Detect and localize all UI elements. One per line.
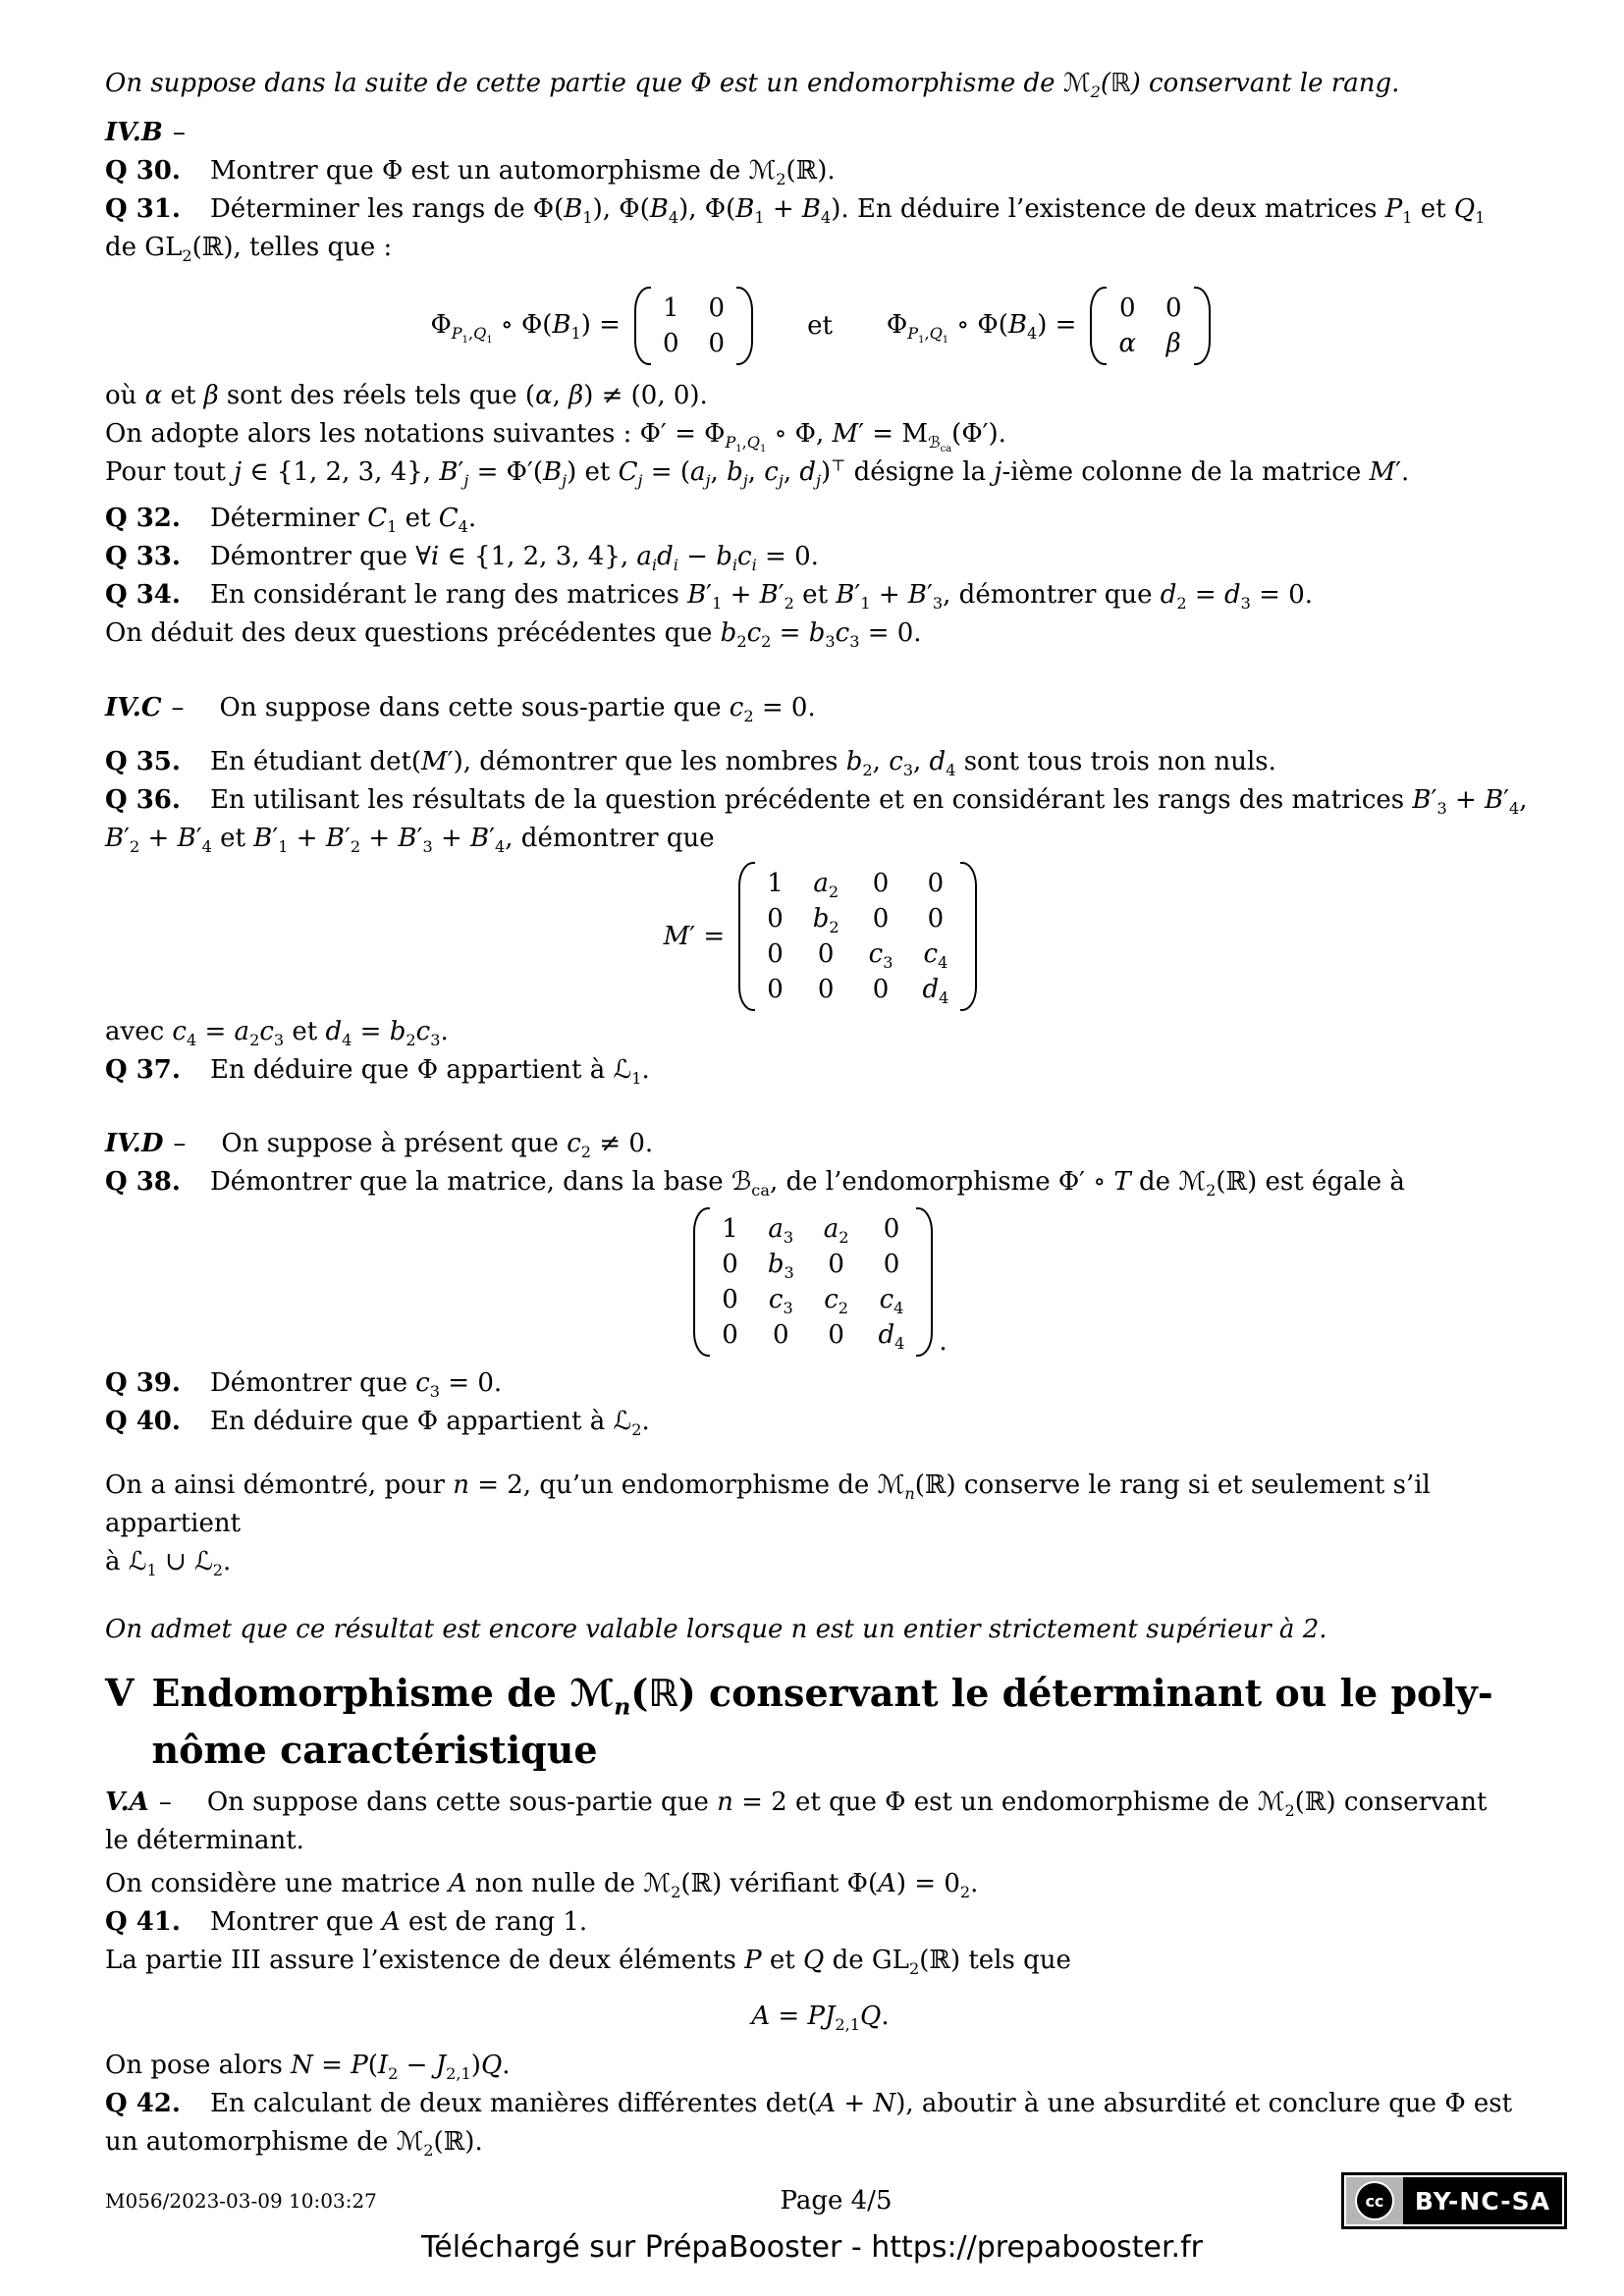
- matrix-paren-right: [736, 287, 753, 365]
- matrix-cell: 1: [722, 1214, 738, 1244]
- question-text: Montrer que A est de rang 1.: [209, 1907, 588, 1937]
- matrix-cell: $b_2$: [812, 904, 839, 937]
- question-33: [105, 538, 1536, 576]
- paragraph-admet: On admet que ce résultat est encore valable lorsque n est un entier strictement supérieur à 2.: [105, 1615, 1327, 1644]
- question-label: Q 36.: [105, 785, 181, 815]
- matrix-cell: 0: [872, 904, 890, 934]
- question-37: [105, 1051, 1536, 1090]
- cc-icon: [1346, 2177, 1403, 2224]
- matrix-paren-right: [960, 862, 977, 1011]
- question-label: Q 34.: [105, 580, 181, 610]
- matrix-cell: 0: [767, 939, 784, 969]
- matrix-cell: 1: [662, 294, 679, 323]
- question-label: Q 39.: [105, 1368, 181, 1398]
- subsection-dash: –: [172, 118, 186, 147]
- paragraph-alpha-beta: où α et β sont des réels tels que (α, β) ≠ (0, 0).: [105, 381, 708, 410]
- matrix-cell: 0: [767, 975, 784, 1004]
- question-text: Déterminer les rangs de $\Phi(B_1)$, $\Phi(B_4)$, $\Phi(B_1 + B_4)$. En déduire l’existence de deux matrices $P_1$ et $Q_1$ de $GL_2(ℝ)$, telles que :: [105, 194, 1486, 266]
- section-v-heading: [105, 1665, 1536, 1779]
- equation-phi-b1-b4: [105, 287, 1536, 365]
- subsection-label: IV.B: [105, 118, 163, 147]
- matrix-cell: 0: [708, 294, 726, 323]
- equation-lhs: $\Phi_{P_1,Q_1}$ ∘ $\Phi(B_4)$ =: [886, 310, 1077, 347]
- subsection-ivb: [105, 114, 1536, 152]
- equation-a-pjq: [105, 1996, 1536, 2037]
- document-id: M056/2023-03-09 10:03:27: [105, 2189, 377, 2213]
- matrix-cell: 0: [662, 329, 679, 358]
- matrix-paren-left: [1090, 287, 1107, 365]
- paragraph-notations: On adopte alors les notations suivantes : $\Phi' = \Phi_{P_1,Q_1}$ ∘ Φ, $M' = M_{ℬ_{ca}}(\Phi')$.: [105, 419, 1006, 455]
- equation-lhs: $\Phi_{P_1,Q_1}$ ∘ $\Phi(B_1)$ =: [430, 310, 621, 347]
- subsection-label: V.A: [105, 1788, 149, 1817]
- matrix-cell: 0: [828, 1250, 844, 1279]
- question-36: [105, 781, 1536, 858]
- matrix-cell: 0: [828, 1320, 844, 1350]
- matrix-cell: $a_2$: [813, 869, 839, 902]
- license-text: BY-NC-SA: [1414, 2186, 1550, 2216]
- matrix-cell: 0: [1165, 294, 1182, 323]
- question-label: Q 40.: [105, 1407, 181, 1436]
- section-title: Endomorphisme de ℳ$_n$(ℝ) conservant le déterminant ou le poly- nôme caractéristique: [151, 1671, 1493, 1772]
- matrix-cell: $c_4$: [879, 1285, 904, 1318]
- question-text: En calculant de deux manières différentes det(A + N), aboutir à une absurdité et conclure que Φ est un automorphisme de ℳ$_2$(ℝ).: [105, 2089, 1513, 2161]
- subsection-label: IV.C: [105, 693, 162, 722]
- subsection-dash: –: [158, 1788, 172, 1817]
- cc-logo-circle: cc: [1355, 2181, 1394, 2220]
- matrix-paren-right: [1194, 287, 1211, 365]
- question-label: Q 37.: [105, 1055, 181, 1085]
- paragraph-avec: avec $c_4 = a_2c_3$ et $d_4 = b_2c_3$.: [105, 1017, 449, 1050]
- matrix-cell: $c_2$: [824, 1285, 849, 1318]
- paragraph-pour-tout: Pour tout j ∈ {1, 2, 3, 4}, $B'_j = \Phi'(B_j)$ et $C_j = (a_j$, $b_j$, $c_j$, $d_j)^⊤$ désigne la j-ième colonne de la matrice M′.: [105, 455, 1410, 491]
- question-text: Démontrer que $c_3 = 0$.: [209, 1368, 503, 1402]
- matrix-cell: 0: [872, 975, 890, 1004]
- matrix-m-prime: [738, 862, 977, 1011]
- matrix-cell: 0: [883, 1214, 900, 1244]
- matrix-cell: $a_2$: [823, 1214, 849, 1248]
- page-footer: [105, 2165, 1567, 2236]
- paragraph-conclusion: On a ainsi démontré, pour n = 2, qu’un endomorphisme de ℳ$_n$(ℝ) conserve le rang si et seulement s’il appartient à ℒ$_1$ ∪ ℒ$_2$.: [105, 1470, 1431, 1580]
- question-label: Q 35.: [105, 747, 181, 776]
- question-text: Démontrer que la matrice, dans la base ℬ$_{ca}$, de l’endomorphisme Φ′ ∘ T de ℳ$_2$(ℝ) est égale à: [209, 1167, 1405, 1201]
- subsection-label: IV.D: [105, 1129, 164, 1158]
- matrix-paren-left: [634, 287, 651, 365]
- matrix-cell: 0: [817, 939, 835, 969]
- question-42: [105, 2085, 1536, 2162]
- license-badge: [1341, 2172, 1567, 2229]
- matrix-paren-right: [916, 1207, 933, 1357]
- matrix-cell: $c_4$: [923, 939, 948, 973]
- equation-body: $A = PJ_{2,1}Q$.: [751, 2002, 890, 2035]
- subsection-va: [105, 1784, 1536, 1860]
- question-32: [105, 500, 1536, 538]
- question-40: [105, 1403, 1536, 1441]
- equation-lhs: M′ =: [663, 922, 726, 951]
- question-text: En étudiant det(M′), démontrer que les nombres $b_2$, $c_3$, $d_4$ sont tous trois non nuls.: [209, 747, 1276, 780]
- subsection-text: On suppose dans cette sous-partie que n = 2 et que Φ est un endomorphisme de ℳ$_2$(ℝ) conservant le déterminant.: [105, 1788, 1488, 1855]
- question-41: [105, 1903, 1536, 1942]
- matrix-cell: 0: [1118, 294, 1136, 323]
- subsection-text: On suppose dans cette sous-partie que $c_2 = 0$.: [219, 693, 816, 726]
- matrix-cell: $d_4$: [922, 975, 949, 1008]
- subsection-dash: –: [171, 693, 185, 722]
- equation-phi-t: [105, 1207, 1536, 1357]
- section-number: V: [105, 1671, 135, 1715]
- matrix-cell: $c_3$: [868, 939, 893, 973]
- matrix-cell: 0: [722, 1285, 738, 1314]
- question-label: Q 31.: [105, 194, 181, 224]
- question-38: [105, 1163, 1536, 1201]
- equation-period: .: [939, 1327, 947, 1357]
- matrix-cell: α: [1118, 329, 1136, 358]
- matrix-cell: 0: [817, 975, 835, 1004]
- question-label: Q 33.: [105, 542, 181, 571]
- question-text: Montrer que Φ est un automorphisme de ℳ$_2$(ℝ).: [209, 156, 836, 189]
- matrix-cell: 0: [883, 1250, 900, 1279]
- question-label: Q 41.: [105, 1907, 181, 1937]
- subsection-text: On suppose à présent que $c_2 \ne 0$.: [221, 1129, 654, 1162]
- question-35: [105, 743, 1536, 781]
- matrix-phi-t: [693, 1207, 933, 1357]
- matrix-paren-left: [738, 862, 755, 1011]
- paragraph-deduction: On déduit des deux questions précédentes que $b_2c_2 = b_3c_3 = 0$.: [105, 618, 922, 652]
- question-label: Q 38.: [105, 1167, 181, 1197]
- matrix-cell: $a_3$: [768, 1214, 794, 1248]
- question-text: Déterminer $C_1$ et $C_4$.: [209, 504, 477, 537]
- matrix-phi-b1: [634, 287, 753, 365]
- matrix-cell: $b_3$: [767, 1250, 794, 1283]
- matrix-cell: 0: [927, 904, 945, 934]
- download-note: Téléchargé sur PrépaBooster - https://prepabooster.fr: [421, 2230, 1203, 2265]
- matrix-paren-left: [693, 1207, 710, 1357]
- paragraph-partie-iii: La partie III assure l’existence de deux éléments P et Q de $GL_2(ℝ)$ tels que: [105, 1946, 1071, 1979]
- matrix-cell: 0: [927, 869, 945, 898]
- matrix-cell: 0: [872, 869, 890, 898]
- question-label: Q 30.: [105, 156, 181, 186]
- equation-m-prime: [105, 862, 1536, 1011]
- matrix-cell: 0: [722, 1250, 738, 1279]
- equation-separator: et: [807, 311, 833, 341]
- subsection-dash: –: [173, 1129, 187, 1158]
- question-text: En considérant le rang des matrices $B'_1 + B'_2$ et $B'_1 + B'_3$, démontrer que $d_2 = d_3 = 0$.: [209, 580, 1314, 614]
- matrix-cell: 0: [773, 1320, 789, 1350]
- question-30: [105, 152, 1536, 190]
- question-31: [105, 190, 1536, 267]
- intro-note: On suppose dans la suite de cette partie que Φ est un endomorphisme de ℳ$_2$(ℝ) conservant le rang.: [105, 69, 1400, 102]
- question-text: En déduire que Φ appartient à ℒ$_1$.: [209, 1055, 650, 1089]
- matrix-phi-b4: [1090, 287, 1210, 365]
- license-badge-inner: [1346, 2177, 1562, 2224]
- question-label: Q 32.: [105, 504, 181, 533]
- paragraph-pose-n: On pose alors $N = P(I_2 - J_{2,1})Q$.: [105, 2051, 511, 2084]
- question-label: Q 42.: [105, 2089, 181, 2118]
- question-text: Démontrer que ∀i ∈ {1, 2, 3, 4}, $a_id_i - b_ic_i = 0$.: [209, 542, 819, 575]
- matrix-cell: β: [1165, 329, 1181, 358]
- question-39: [105, 1364, 1536, 1403]
- paragraph-matrice-a: On considère une matrice A non nulle de ℳ$_2$(ℝ) vérifiant $\Phi(A) = 0_2$.: [105, 1869, 979, 1902]
- page-number: Page 4/5: [780, 2186, 893, 2216]
- matrix-cell: $d_4$: [878, 1320, 905, 1354]
- question-text: En utilisant les résultats de la question précédente et en considérant les rangs des matrices $B'_3 + B'_4$, $B'_2 + B'_4$ et $B'_1 + B'_2 + B'_3 + B'_4$, démontrer que: [105, 785, 1528, 857]
- subsection-ivd: [105, 1125, 1536, 1163]
- matrix-cell: 0: [708, 329, 726, 358]
- matrix-cell: 0: [767, 904, 784, 934]
- matrix-cell: 0: [722, 1320, 738, 1350]
- question-34: [105, 576, 1536, 614]
- matrix-cell: 1: [767, 869, 784, 898]
- subsection-ivc: [105, 689, 1536, 727]
- matrix-cell: $c_3$: [768, 1285, 793, 1318]
- question-text: En déduire que Φ appartient à ℒ$_2$.: [209, 1407, 650, 1440]
